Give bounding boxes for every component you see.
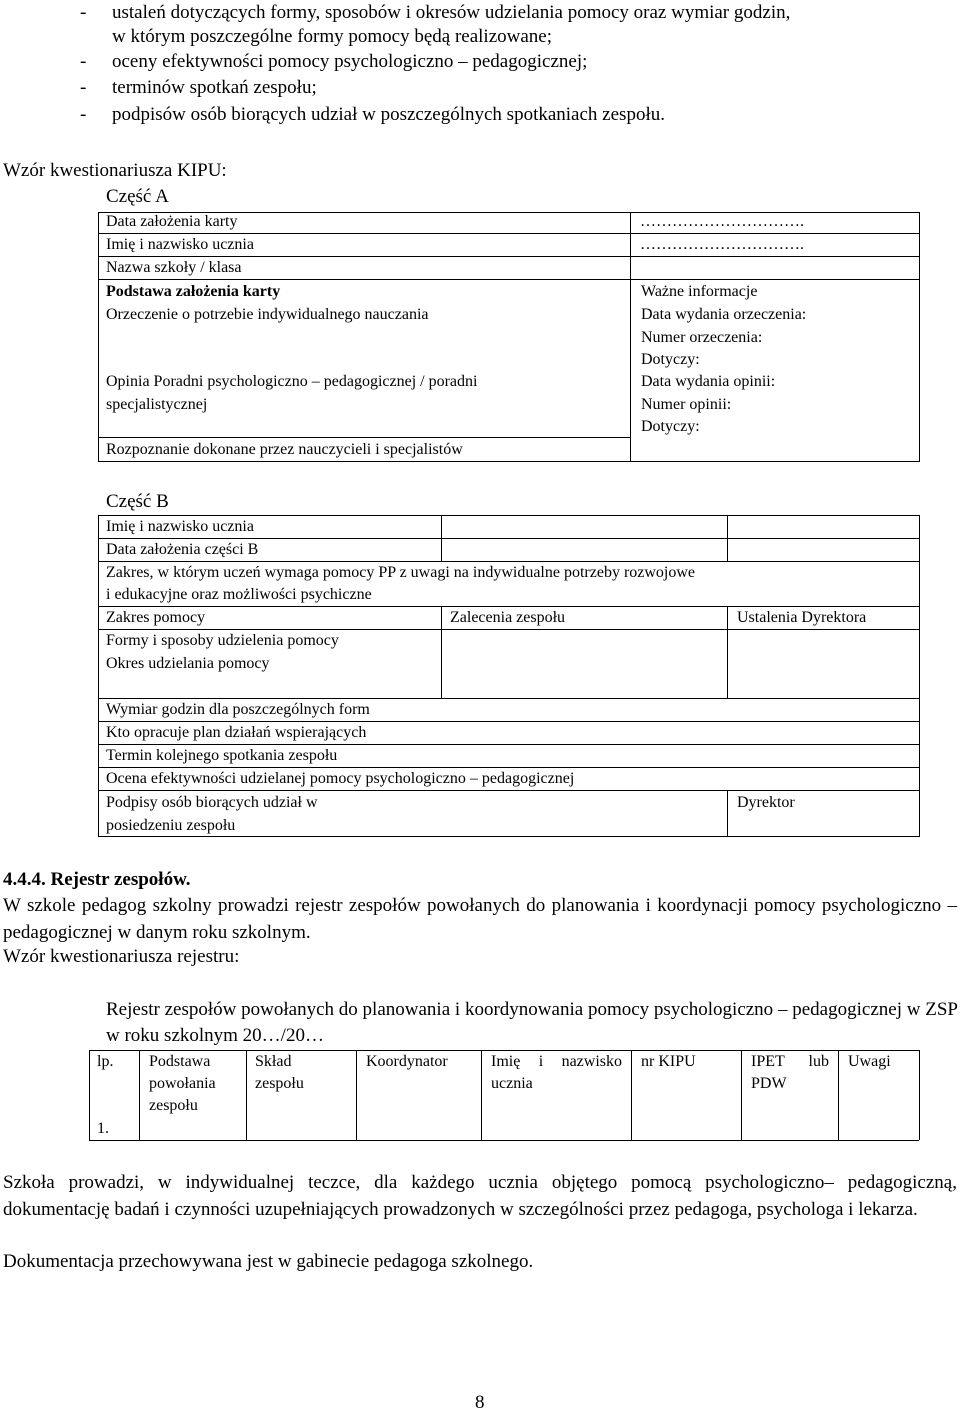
bullet-dash: -: [80, 2, 87, 23]
b-zakres-line2: i edukacyjne oraz możliwości psychiczne: [106, 586, 372, 603]
bullet-text: oceny efektywności pomocy psychologiczno – pedagogicznej;: [112, 51, 588, 72]
col-lp: lp.: [97, 1053, 114, 1070]
bullet-dash: -: [80, 51, 87, 72]
bullet-text: terminów spotkań zespołu;: [112, 77, 317, 98]
col-nr-kipu: nr KIPU: [641, 1053, 696, 1070]
row-nazwa-szkoly: Nazwa szkoły / klasa: [106, 259, 242, 276]
rozpoznanie-label: Rozpoznanie dokonane przez nauczycieli i specjalistów: [106, 441, 463, 458]
row-imie-nazwisko: Imię i nazwisko ucznia: [106, 236, 254, 253]
b-imie-nazwisko: Imię i nazwisko ucznia: [106, 518, 254, 535]
b-ocena: Ocena efektywności udzielanej pomocy psychologiczno – pedagogicznej: [106, 770, 575, 787]
data-wydania-opinii: Data wydania opinii:: [641, 373, 776, 390]
b-dyrektor: Dyrektor: [737, 794, 795, 811]
part-b-title: Część B: [106, 491, 169, 512]
b-okres: Okres udzielania pomocy: [106, 655, 270, 672]
b-podpisy: Podpisy osób biorących udział w: [106, 794, 318, 811]
col-ustalenia-dyrektora: Ustalenia Dyrektora: [737, 609, 867, 626]
kipu-heading: Wzór kwestionariusza KIPU:: [3, 160, 227, 181]
section-paragraph: W szkole pedagog szkolny prowadzi rejestr zespołów powołanych do planowania i koordynacji pomocy psychologiczno – pedagogicznej w danym roku szkolnym.: [3, 895, 957, 943]
numer-opinii: Numer opinii:: [641, 396, 732, 413]
closing-paragraph: Szkoła prowadzi, w indywidualnej teczce, dla każdego ucznia objętego pomocą psychologiczno– pedagogiczną, dokumentację badań i czynności uzupełniających prowadzonych w szczególności przez pedagoga, psychologa i lekarza.: [3, 1172, 957, 1220]
page-number: 8: [475, 1392, 485, 1413]
b-zakres-line1: Zakres, w którym uczeń wymaga pomocy PP z uwagi na indywidualne potrzeby rozwojowe: [106, 564, 696, 581]
b-podpisy-cont: posiedzeniu zespołu: [106, 817, 236, 834]
rejestr-wzor-heading: Wzór kwestionariusza rejestru:: [3, 946, 240, 967]
bullet-text-cont: w którym poszczególne formy pomocy będą realizowane;: [112, 26, 553, 47]
col-uwagi: Uwagi: [848, 1053, 891, 1070]
dots-data: ………………………….: [640, 213, 804, 230]
bullet-text: podpisów osób biorących udział w poszczególnych spotkaniach zespołu.: [112, 104, 665, 125]
section-title: 4.4.4. Rejestr zespołów.: [3, 869, 191, 890]
dots-imie: ………………………….: [640, 236, 804, 253]
b-wymiar: Wymiar godzin dla poszczególnych form: [106, 701, 370, 718]
wazne-informacje: Ważne informacje: [641, 283, 758, 300]
row-lp-1: 1.: [97, 1120, 109, 1137]
col-podstawa: Podstawa powołania zespołu: [149, 1053, 216, 1114]
col-ipet: IPET lub PDW: [751, 1053, 829, 1092]
col-sklad: Skład zespołu: [255, 1053, 304, 1092]
data-wydania-orzeczenia: Data wydania orzeczenia:: [641, 306, 807, 323]
dotyczy-opinii: Dotyczy:: [641, 418, 700, 435]
dotyczy-orzeczenia: Dotyczy:: [641, 351, 700, 368]
rejestr-title: Rejestr zespołów powołanych do planowania i koordynowania pomocy psychologiczno – pedagogicznej w ZSP w roku szkolnym 20…/20…: [106, 999, 958, 1046]
orzeczenie-label: Orzeczenie o potrzebie indywidualnego nauczania: [106, 306, 429, 323]
part-a-title: Część A: [106, 186, 169, 207]
b-kto: Kto opracuje plan działań wspierających: [106, 724, 367, 741]
podstawa-label: Podstawa założenia karty: [106, 283, 281, 300]
bullet-text: ustaleń dotyczących formy, sposobów i okresów udzielania pomocy oraz wymiar godzin,: [112, 2, 791, 23]
bullet-dash: -: [80, 77, 87, 98]
col-zalecenia-zespolu: Zalecenia zespołu: [450, 609, 566, 626]
col-koordynator: Koordynator: [366, 1053, 448, 1070]
bullet-dash: -: [80, 104, 87, 125]
opinia-label: Opinia Poradni psychologiczno – pedagogicznej / poradni: [106, 373, 478, 390]
b-data-zalozenia: Data założenia części B: [106, 541, 259, 558]
col-imie-nazwisko: Imię i nazwisko ucznia: [491, 1053, 622, 1092]
closing-line: Dokumentacja przechowywana jest w gabinecie pedagoga szkolnego.: [3, 1251, 534, 1272]
numer-orzeczenia: Numer orzeczenia:: [641, 329, 763, 346]
b-termin: Termin kolejnego spotkania zespołu: [106, 747, 338, 764]
b-formy: Formy i sposoby udzielenia pomocy: [106, 632, 339, 649]
row-data-zalozenia: Data założenia karty: [106, 213, 238, 230]
col-zakres-pomocy: Zakres pomocy: [106, 609, 206, 626]
opinia-label-cont: specjalistycznej: [106, 396, 208, 413]
